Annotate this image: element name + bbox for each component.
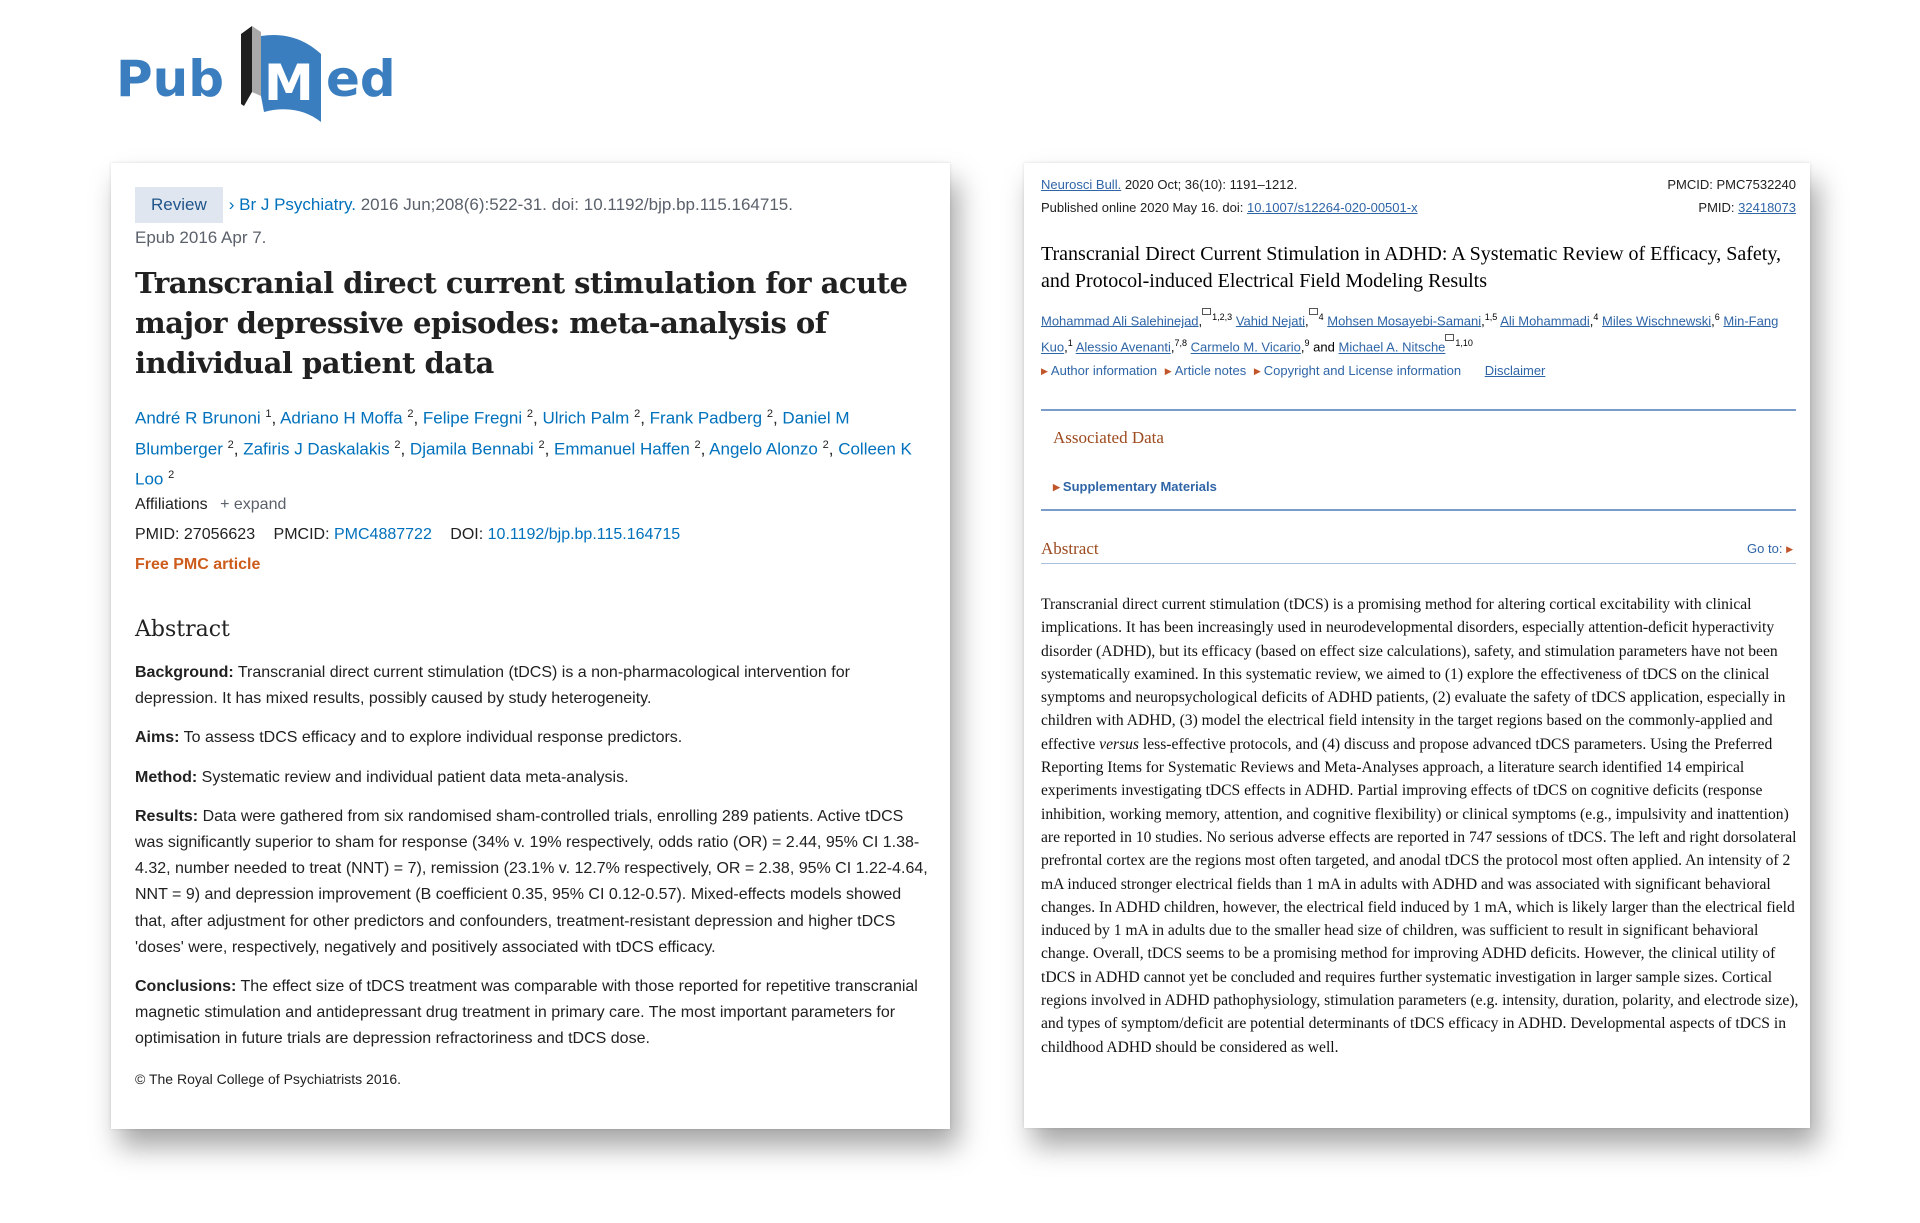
affiliations-row xyxy=(135,496,930,514)
affiliation-number[interactable]: 2 xyxy=(822,438,829,451)
logo-text-pub: Pub xyxy=(116,50,225,108)
id-block: PMCID: PMC7532240 PMID: 32418073 xyxy=(1667,177,1796,215)
triangle-right-icon: ▶ xyxy=(1041,366,1048,376)
journal-link[interactable]: Neurosci Bull. xyxy=(1041,177,1122,192)
author-link[interactable]: Miles Wischnewski xyxy=(1602,313,1712,329)
author-link[interactable]: Alessio Avenanti xyxy=(1075,339,1171,355)
article-title: Transcranial Direct Current Stimulation in ADHD: A Systematic Review of Efficacy, Safety, and Protocol-induced Electrical Field Modeling Results xyxy=(1041,243,1782,292)
author-link[interactable]: Frank Padberg xyxy=(649,408,763,428)
pmcid-value: PMC7532240 xyxy=(1716,177,1796,192)
expand-affiliations-button[interactable]: + expand xyxy=(220,496,287,513)
affiliation-number: 4 xyxy=(1309,312,1324,322)
author-link[interactable]: Vahid Nejati xyxy=(1235,313,1305,329)
copyright-notice: © The Royal College of Psychiatrists 2016. xyxy=(135,1070,402,1087)
email-icon[interactable] xyxy=(1309,308,1318,315)
goto-menu-button[interactable]: Go to: ▶ xyxy=(1747,541,1793,556)
affiliation-number: 1,5 xyxy=(1484,312,1498,322)
pubmed-logo xyxy=(116,26,416,136)
author-link[interactable]: Michael A. Nitsche xyxy=(1338,339,1446,355)
author-link[interactable]: Felipe Fregni xyxy=(422,408,523,428)
author-link[interactable]: Angelo Alonzo xyxy=(709,439,818,459)
pmcid-link[interactable]: PMC4887722 xyxy=(334,526,432,543)
affiliation-number[interactable]: 1 xyxy=(265,408,272,420)
svg-text:ed: ed xyxy=(326,50,396,108)
triangle-right-icon: ▶ xyxy=(1053,482,1060,492)
affiliation-number[interactable]: 2 xyxy=(766,408,773,420)
journal-link[interactable]: › Br J Psychiatry. xyxy=(228,195,356,214)
doi-link[interactable]: 10.1007/s12264-020-00501-x xyxy=(1246,200,1418,215)
author-link[interactable]: Colleen K Loo xyxy=(135,439,912,489)
divider xyxy=(1041,409,1796,411)
author-information-toggle[interactable]: ▶ Author information xyxy=(1041,363,1158,378)
affiliation-number[interactable]: 2 xyxy=(634,408,641,420)
author-link[interactable]: Djamila Bennabi xyxy=(409,439,534,459)
author-link[interactable]: Mohsen Mosayebi-Samani xyxy=(1327,313,1482,329)
divider xyxy=(1041,509,1796,511)
author-link[interactable]: André R Brunoni xyxy=(135,408,261,428)
author-link[interactable]: Carmelo M. Vicario xyxy=(1190,339,1301,355)
citation-meta xyxy=(1041,173,1796,219)
author-list: Mohammad Ali Salehinejad, $^{1,2,3}$ Vahid Nejati, $^4$ Mohsen Mosayebi-Samani,$^{1,5}$ Ali Mohammadi,$^4$ Miles Wischnewski,$^6$ Min-Fang Kuo,$^1$ Alessio Avenanti,$^{7,8}$ Carmelo M. Vicario,$^9$ and Michael A. Nitsche $^{1,10}$ xyxy=(1041,306,1796,359)
pmid-link[interactable]: 32418073 xyxy=(1738,200,1796,215)
affiliation-number: 1 xyxy=(1067,338,1073,349)
citation-line xyxy=(135,187,930,253)
author-link[interactable]: Mohammad Ali Salehinejad xyxy=(1041,313,1199,329)
pmcid-label: PMCID: xyxy=(273,526,330,543)
author-link[interactable]: Min-Fang Kuo xyxy=(1041,313,1779,355)
abstract-results: Results: Data were gathered from six randomised sham-controlled trials, enrolling 289 patients. Active tDCS was significantly superior to sham for response (34% v. 19% respectively, odds ratio (OR) = 2.44, 95% CI 1.38-4.32, number needed to treat (NNT) = 7), remission (23.1% v. 12.7% respectively, OR = 2.38, 95% CI 1.22-4.64, NNT = 9) and depression improvement (B coefficient 0.35, 95% CI 0.12-0.57). Mixed-effects models showed that, after adjustment for other predictors and confounders, treatment-resistant depression and higher tDCS 'doses' were, respectively, negatively and positively associated with tDCS efficacy. xyxy=(135,807,928,956)
citation-text: 2016 Jun;208(6):522-31. doi: 10.1192/bjp.bp.115.164715. xyxy=(355,195,793,214)
article-notes-toggle[interactable]: ▶ Article notes xyxy=(1164,363,1247,378)
chevron-right-icon: › xyxy=(228,195,240,214)
affiliation-number[interactable]: 2 xyxy=(538,438,545,451)
affiliation-number[interactable]: 2 xyxy=(407,408,414,420)
epub-date: Epub 2016 Apr 7. xyxy=(135,228,267,247)
supplementary-materials-toggle[interactable]: ▶ Supplementary Materials xyxy=(1053,479,1217,494)
author-link[interactable]: Ali Mohammadi xyxy=(1500,313,1590,329)
author-list: André R Brunoni $^1$, Adriano H Moffa $^2$, Felipe Fregni $^2$, Ulrich Palm $^2$, Frank Padberg $^2$, Daniel M Blumberger $^2$, Zafiris J Daskalakis $^2$, Djamila Bennabi $^2$, Emmanuel Haffen $^2$, Angelo Alonzo $^2$, Colleen K Loo $^2$ xyxy=(135,408,912,489)
affiliation-number: 9 xyxy=(1304,338,1310,349)
triangle-right-icon: ▶ xyxy=(1253,366,1261,376)
affiliation-number: 7,8 xyxy=(1174,338,1187,349)
published-online: Published online 2020 May 16. doi: xyxy=(1041,200,1247,215)
author-link[interactable]: Daniel M Blumberger xyxy=(135,408,850,459)
abstract-method: Method: Systematic review and individual patient data meta-analysis. xyxy=(135,768,629,786)
abstract-heading: Abstract xyxy=(1041,539,1099,558)
abstract-conclusions: Conclusions: The effect size of tDCS treatment was comparable with those reported for repetitive transcranial magnetic stimulation and antidepressant drug treatment in primary care. The most important parameters for optimisation in future trials are depression refractoriness and tDCS dose. xyxy=(135,978,918,1048)
affiliation-number[interactable]: 2 xyxy=(694,438,701,451)
email-icon[interactable] xyxy=(1202,308,1211,315)
email-icon[interactable] xyxy=(1445,334,1454,341)
author-link[interactable]: Adriano H Moffa xyxy=(280,408,403,428)
pmid-label: PMID: xyxy=(135,526,180,543)
citation-text: 2020 Oct; 36(10): 1191–1212. xyxy=(1121,177,1298,192)
author-link[interactable]: Emmanuel Haffen xyxy=(554,439,690,459)
affiliations-label: Affiliations xyxy=(135,496,208,513)
triangle-right-icon: ▶ xyxy=(1164,366,1172,376)
doi-label: DOI: xyxy=(450,526,484,543)
abstract-background: Background: Transcranial direct current stimulation (tDCS) is a non-pharmacological intervention for depression. It has mixed results, possibly caused by study heterogeneity. xyxy=(135,664,850,708)
abstract-aims: Aims: To assess tDCS efficacy and to explore individual response predictors. xyxy=(135,729,683,747)
abstract-body: Transcranial direct current stimulation (tDCS) is a promising method for altering cortical excitability with clinical implications. It has been increasingly used in neurodevelopmental disorders, especially attention-deficit hyperactivity disorder (ADHD), but its efficacy (based on effect size calculations), safety, and stimulation parameters have not been systematically examined. In this systematic review, we aimed to (1) explore the effectiveness of tDCS on the clinical symptoms and neuropsychological deficits of ADHD patients, (2) evaluate the safety of tDCS application, especially in children with ADHD, (3) model the electrical field intensity in the target regions based on the commonly-applied and effective versus less-effective protocols, and (4) discuss and propose advanced tDCS parameters. Using the Preferred Reporting Items for Systematic Reviews and Meta-Analyses approach, a literature search identified 14 empirical experiments investigating tDCS effects in ADHD. Partial improving effects of tDCS on cognitive deficits (response inhibition, working memory, attention, and cognitive flexibility) or clinical symptoms (e.g., impulsivity and inattention) are reported in 10 studies. No serious adverse effects are reported in 747 sessions of tDCS. The left and right dorsolateral prefrontal cortex are the regions most often targeted, and anodal tDCS the protocol most often applied. An intensity of 2 mA induced stronger electrical fields than 1 mA in adults with ADHD and was associated with significant behavioral changes. In ADHD children, however, the electrical field induced by 1 mA, which is likely larger than the electrical field induced by 1 mA in adults due to the smaller head size of children, was sufficient to result in significant behavioral change. Overall, tDCS seems to be a promising method for improving ADHD deficits. However, the clinical utility of tDCS in ADHD cannot yet be concluded and requires further systematic investigation in larger sample sizes. Cortical regions involved in ADHD pathophysiology, stimulation parameters (e.g. intensity, duration, polarity, and electrode size), and types of symptom/deficit are potential determinants of tDCS efficacy in ADHD. Developmental aspects of tDCS in childhood ADHD should be considered as well. xyxy=(1041,596,1799,1056)
divider xyxy=(1041,563,1796,564)
article-info-links xyxy=(1041,363,1796,378)
review-badge: Review xyxy=(135,187,223,223)
affiliation-number[interactable]: 2 xyxy=(227,438,234,451)
abstract-body xyxy=(135,660,930,1092)
associated-data-heading: Associated Data xyxy=(1053,428,1164,447)
free-pmc-article-link[interactable]: Free PMC article xyxy=(135,556,261,573)
affiliation-number: 4 xyxy=(1593,312,1599,322)
copyright-license-toggle[interactable]: ▶ Copyright and License information xyxy=(1253,363,1462,378)
affiliation-number: 6 xyxy=(1714,312,1720,322)
pubmed-article-card xyxy=(111,163,950,1129)
identifiers-row xyxy=(135,526,930,544)
affiliation-number[interactable]: 2 xyxy=(526,408,533,420)
author-link[interactable]: Ulrich Palm xyxy=(542,408,630,428)
pubmed-logo-icon xyxy=(116,26,416,136)
doi-link[interactable]: 10.1192/bjp.bp.115.164715 xyxy=(487,526,681,543)
pmid-value: 27056623 xyxy=(183,526,256,543)
affiliation-number[interactable]: 2 xyxy=(394,438,401,451)
triangle-right-icon: ▶ xyxy=(1786,544,1793,554)
abstract-heading: Abstract xyxy=(135,617,230,642)
disclaimer-link[interactable]: Disclaimer xyxy=(1484,363,1546,378)
svg-text:M: M xyxy=(264,54,314,112)
pmc-article-card xyxy=(1024,163,1810,1128)
affiliation-number: 1,2,3 xyxy=(1202,312,1232,322)
affiliation-number: 1,10 xyxy=(1445,338,1473,348)
article-title: Transcranial direct current stimulation for acute major depressive episodes: meta-analysis of individual patient data xyxy=(135,266,908,380)
affiliation-number[interactable]: 2 xyxy=(168,469,175,482)
author-link[interactable]: Zafiris J Daskalakis xyxy=(243,439,390,459)
and-word: and xyxy=(1309,339,1339,355)
